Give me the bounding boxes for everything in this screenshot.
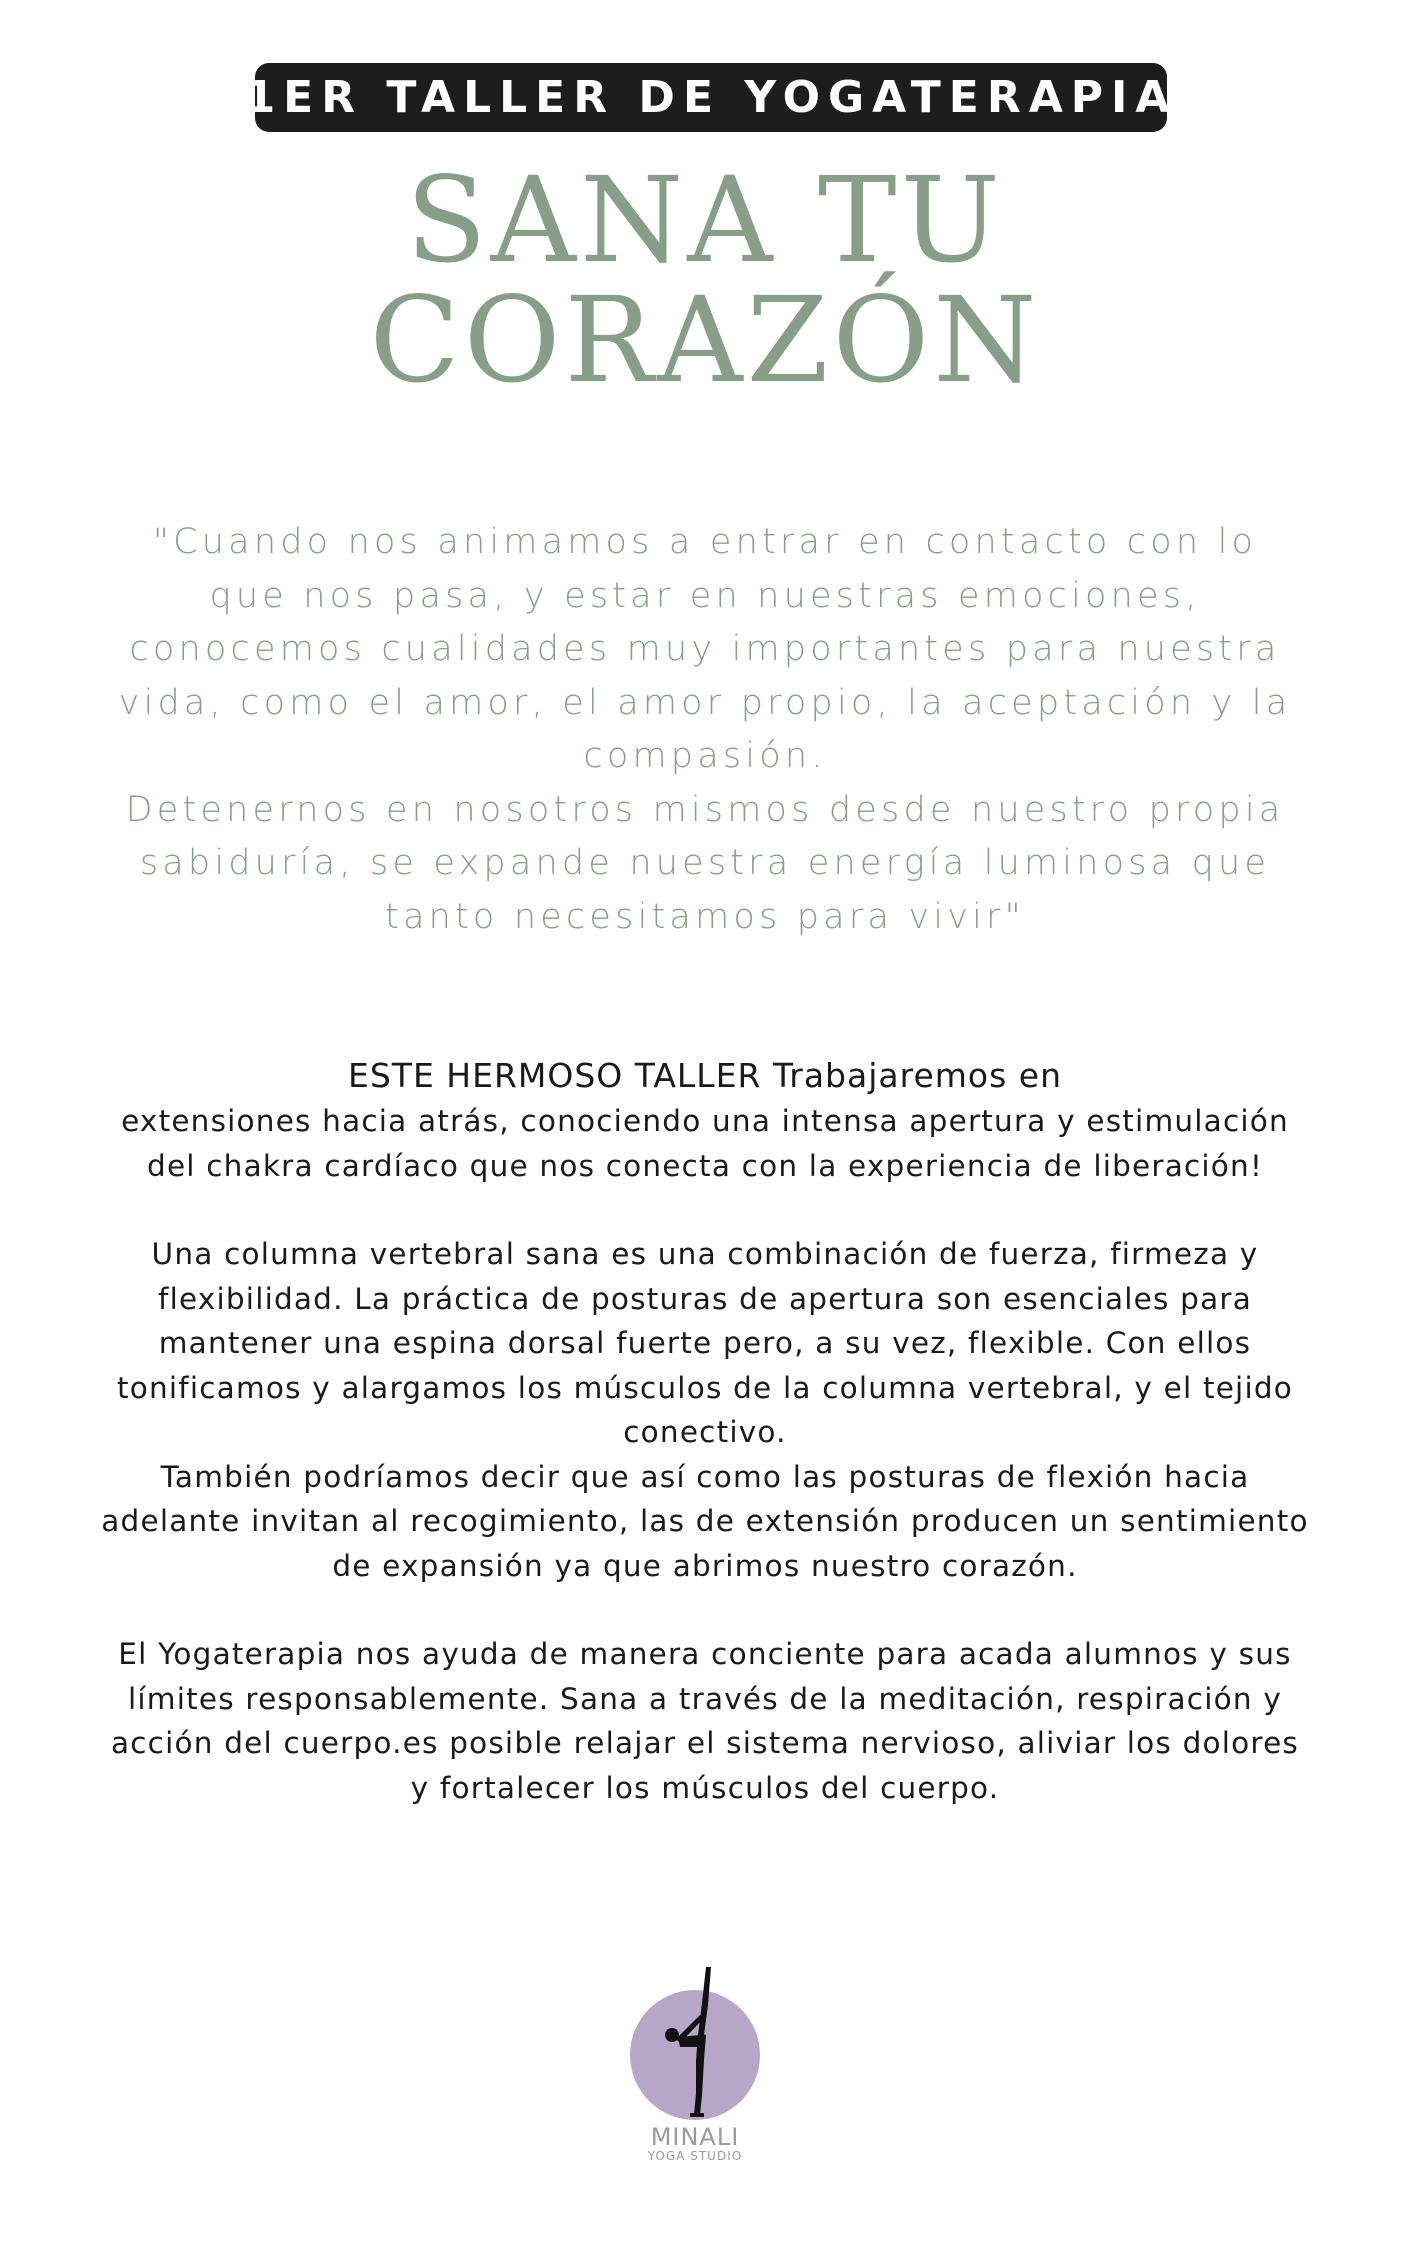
paragraph-line: También podríamos decir que así como las posturas de flexión hacia [160, 1459, 1250, 1494]
logo-subtitle: YOGA STUDIO [647, 2149, 743, 2163]
paragraph-line: mantener una espina dorsal fuerte pero, a su vez, flexible. Con ellos [158, 1326, 1252, 1360]
yoga-pose-icon [620, 1965, 770, 2125]
header-badge [244, 63, 1178, 132]
quote-line: tanto necesitamos para vivir" [385, 896, 1025, 937]
quote-line: Detenernos en nosotros mismos desde nuestro propia [125, 789, 1285, 830]
badge-text: 1ER TALLER DE YOGATERAPIA [244, 72, 1178, 123]
paragraph-line: de expansión ya que abrimos nuestro corazón. [332, 1548, 1078, 1583]
paragraph-line: flexibilidad. La práctica de posturas de apertura son esenciales para [158, 1281, 1252, 1316]
paragraph-line: conectivo. [623, 1415, 787, 1449]
paragraph-gap [80, 1588, 1330, 1632]
studio-logo [620, 1965, 790, 2165]
quote-line: conocemos cualidades muy importantes para nuestra [129, 629, 1281, 669]
intro-line: extensiones hacia atrás, conociendo una intensa apertura y estimulación [121, 1104, 1289, 1138]
title-line-2: CORAZÓN [369, 271, 1041, 409]
paragraph-line: límites responsablemente. Sana a través de la meditación, respiración y [128, 1681, 1282, 1716]
quote-line: que nos pasa, y estar en nuestras emociones, [209, 575, 1201, 616]
intro-line: del chakra cardíaco que nos conecta con la experiencia de liberación! [147, 1148, 1263, 1183]
title-line-1: SANA TU [405, 151, 1005, 289]
paragraph-line: adelante invitan al recogimiento, las de extensión producen un sentimiento [101, 1504, 1309, 1538]
paragraph-line: El Yogaterapia nos ayuda de manera conciente para acada alumnos y sus [118, 1637, 1292, 1671]
paragraph-line: tonificamos y alargamos los músculos de la columna vertebral, y el tejido [116, 1370, 1294, 1405]
page-title [0, 151, 1410, 409]
quote-line: compasión. [583, 736, 827, 776]
paragraph-line: Una columna vertebral sana es una combinación de fuerza, firmeza y [151, 1237, 1259, 1271]
description-body [80, 1053, 1330, 1810]
quote-line: vida, como el amor, el amor propio, la aceptación y la [118, 682, 1292, 723]
paragraph-gap [80, 1188, 1330, 1232]
paragraph-line: acción del cuerpo.es posible relajar el sistema nervioso, aliviar los dolores [110, 1726, 1299, 1760]
quote-line: sabiduría, se expande nuestra energía luminosa que [139, 843, 1271, 883]
intro-lead: ESTE HERMOSO TALLER Trabajaremos en [348, 1056, 1062, 1095]
logo-name: MINALI [650, 2123, 740, 2151]
quote-line: "Cuando nos animamos a entrar en contacto con lo [152, 522, 1258, 562]
quote-block [80, 516, 1330, 944]
paragraph-line: y fortalecer los músculos del cuerpo. [410, 1770, 1000, 1805]
